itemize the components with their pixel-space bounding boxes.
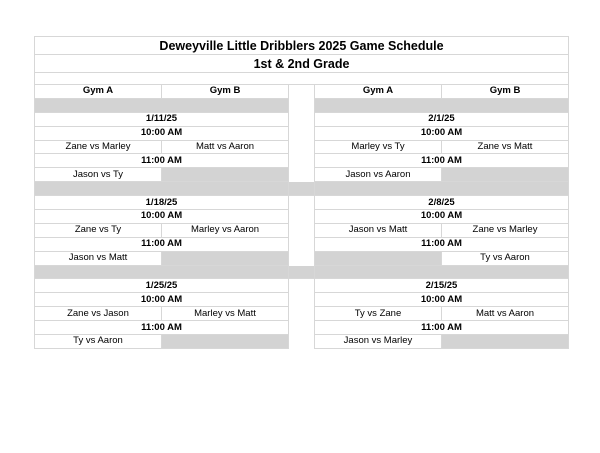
spacer-cell	[289, 126, 315, 140]
gray-separator-left	[35, 182, 289, 196]
game-time: 11:00 AM	[35, 321, 289, 335]
empty-cell	[442, 168, 569, 182]
spacer-cell	[289, 85, 315, 99]
empty-cell	[162, 168, 289, 182]
game-matchup: Ty vs Zane	[315, 307, 442, 321]
game-time: 11:00 AM	[35, 237, 289, 251]
gray-separator-right	[315, 182, 569, 196]
empty-cell	[162, 335, 289, 349]
game-matchup: Matt vs Aaron	[162, 140, 289, 154]
gray-separator-right	[315, 98, 569, 112]
week-date: 2/15/25	[315, 279, 569, 293]
game-time: 10:00 AM	[35, 293, 289, 307]
game-matchup: Matt vs Aaron	[442, 307, 569, 321]
spacer-cell	[289, 223, 315, 237]
column-header-gym-a-left: Gym A	[35, 85, 162, 99]
gray-separator-left	[35, 265, 289, 279]
schedule-title: Deweyville Little Dribblers 2025 Game Schedule	[35, 37, 569, 55]
week-date: 1/18/25	[35, 196, 289, 210]
spacer-cell	[289, 293, 315, 307]
game-time: 10:00 AM	[315, 126, 569, 140]
game-matchup: Zane vs Jason	[35, 307, 162, 321]
spacer-cell	[289, 237, 315, 251]
gray-separator-right	[315, 265, 569, 279]
week-date: 2/1/25	[315, 112, 569, 126]
column-header-gym-a-right: Gym A	[315, 85, 442, 99]
game-matchup: Jason vs Marley	[315, 335, 442, 349]
spacer-cell	[289, 335, 315, 349]
game-matchup: Marley vs Matt	[162, 307, 289, 321]
game-matchup: Jason vs Matt	[35, 251, 162, 265]
week-date: 1/25/25	[35, 279, 289, 293]
game-matchup: Zane vs Marley	[35, 140, 162, 154]
game-matchup: Jason vs Aaron	[315, 168, 442, 182]
empty-cell	[442, 335, 569, 349]
spacer-cell	[289, 112, 315, 126]
week-date: 1/11/25	[35, 112, 289, 126]
game-matchup: Zane vs Marley	[442, 223, 569, 237]
empty-cell	[315, 251, 442, 265]
spacer-cell	[289, 154, 315, 168]
game-time: 10:00 AM	[315, 293, 569, 307]
game-matchup: Marley vs Aaron	[162, 223, 289, 237]
game-matchup: Zane vs Matt	[442, 140, 569, 154]
game-matchup: Zane vs Ty	[35, 223, 162, 237]
column-header-gym-b-right: Gym B	[442, 85, 569, 99]
game-time: 10:00 AM	[35, 126, 289, 140]
column-header-gym-b-left: Gym B	[162, 85, 289, 99]
gray-separator-left	[35, 98, 289, 112]
game-matchup: Marley vs Ty	[315, 140, 442, 154]
game-time: 11:00 AM	[35, 154, 289, 168]
game-matchup: Jason vs Matt	[315, 223, 442, 237]
spacer-cell	[289, 279, 315, 293]
game-time: 10:00 AM	[315, 210, 569, 224]
spacer-cell	[289, 168, 315, 182]
game-matchup: Ty vs Aaron	[35, 335, 162, 349]
schedule-sheet	[34, 36, 569, 349]
spacer-cell	[289, 196, 315, 210]
game-time: 11:00 AM	[315, 321, 569, 335]
spacer-cell	[289, 321, 315, 335]
blank-row	[35, 73, 569, 85]
game-time: 10:00 AM	[35, 210, 289, 224]
spacer-cell	[289, 140, 315, 154]
gray-separator-middle	[289, 182, 315, 196]
game-time: 11:00 AM	[315, 237, 569, 251]
week-date: 2/8/25	[315, 196, 569, 210]
spacer-cell	[289, 307, 315, 321]
game-time: 11:00 AM	[315, 154, 569, 168]
game-matchup: Ty vs Aaron	[442, 251, 569, 265]
spacer-cell	[289, 251, 315, 265]
schedule-subtitle: 1st & 2nd Grade	[35, 55, 569, 73]
spacer-cell	[289, 210, 315, 224]
empty-cell	[162, 251, 289, 265]
gray-separator-middle	[289, 265, 315, 279]
game-matchup: Jason vs Ty	[35, 168, 162, 182]
spacer-cell	[289, 98, 315, 112]
